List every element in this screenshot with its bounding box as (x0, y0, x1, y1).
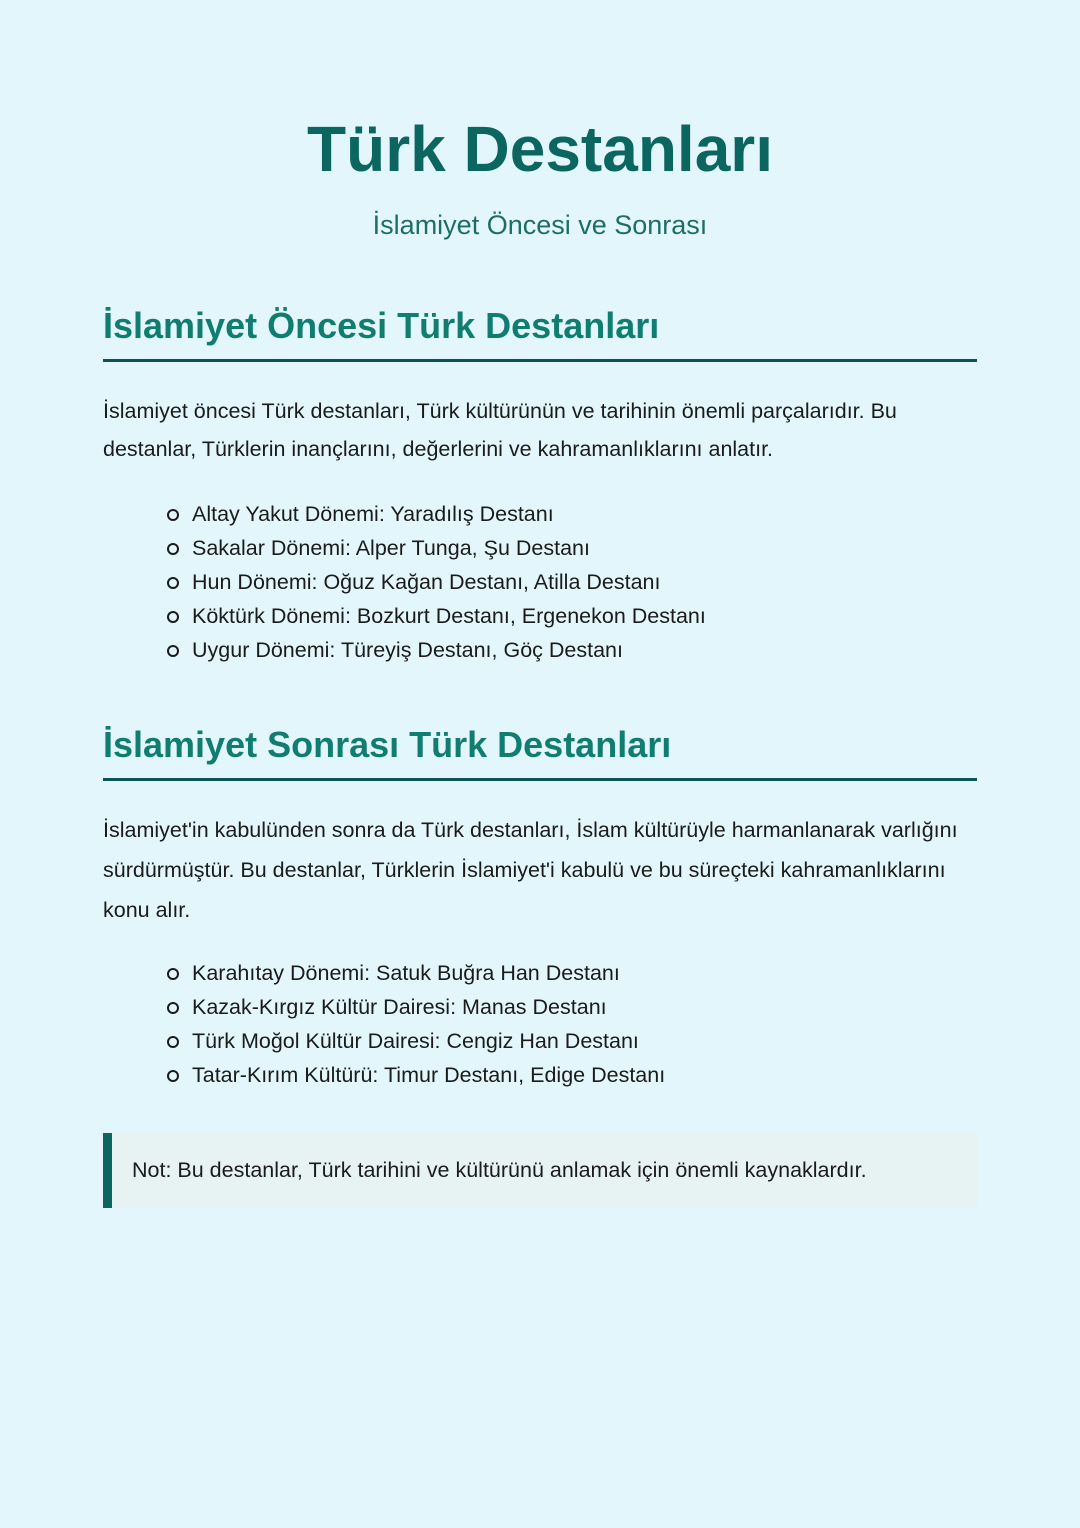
bullet-icon (167, 1036, 179, 1048)
section-heading-post-islamic: İslamiyet Sonrası Türk Destanları (103, 724, 977, 781)
section-paragraph-post-islamic: İslamiyet'in kabulünden sonra da Türk destanları, İslam kültürüyle harmanlanarak varlığını sürdürmüştür. Bu destanlar, Türklerin İslamiyet'i kabulü ve bu süreçteki kahramanlıklarını konu alır. (103, 818, 958, 922)
list-item: Köktürk Dönemi: Bozkurt Destanı, Ergenekon Destanı (167, 599, 927, 633)
bullet-icon (167, 611, 179, 623)
section-paragraph-pre-islamic: İslamiyet öncesi Türk destanları, Türk kültürünün ve tarihinin önemli parçalarıdır. Bu destanlar, Türklerin inançlarını, değerlerini ve kahramanlıklarını anlatır. (103, 399, 897, 461)
epic-list-post-islamic (167, 956, 927, 1092)
list-item: Karahıtay Dönemi: Satuk Buğra Han Destanı (167, 956, 927, 990)
bullet-icon (167, 509, 179, 521)
bullet-icon (167, 543, 179, 555)
bullet-icon (167, 1002, 179, 1014)
section-heading-pre-islamic: İslamiyet Öncesi Türk Destanları (103, 305, 977, 362)
list-item: Uygur Dönemi: Türeyiş Destanı, Göç Destanı (167, 633, 927, 667)
list-item: Tatar-Kırım Kültürü: Timur Destanı, Edige Destanı (167, 1058, 927, 1092)
list-item: Sakalar Dönemi: Alper Tunga, Şu Destanı (167, 531, 927, 565)
page-subtitle: İslamiyet Öncesi ve Sonrası (372, 210, 708, 240)
bullet-icon (167, 577, 179, 589)
epic-list-pre-islamic (167, 497, 927, 667)
bullet-icon (167, 1070, 179, 1082)
bullet-icon (167, 968, 179, 980)
list-item: Türk Moğol Kültür Dairesi: Cengiz Han Destanı (167, 1024, 927, 1058)
list-item: Kazak-Kırgız Kültür Dairesi: Manas Destanı (167, 990, 927, 1024)
note-callout (103, 1133, 977, 1208)
page-title: Türk Destanları (307, 113, 773, 185)
list-item: Hun Dönemi: Oğuz Kağan Destanı, Atilla Destanı (167, 565, 927, 599)
bullet-icon (167, 645, 179, 657)
note-text: Not: Bu destanlar, Türk tarihini ve kültürünü anlamak için önemli kaynaklardır. (132, 1158, 867, 1182)
list-item: Altay Yakut Dönemi: Yaradılış Destanı (167, 497, 927, 531)
